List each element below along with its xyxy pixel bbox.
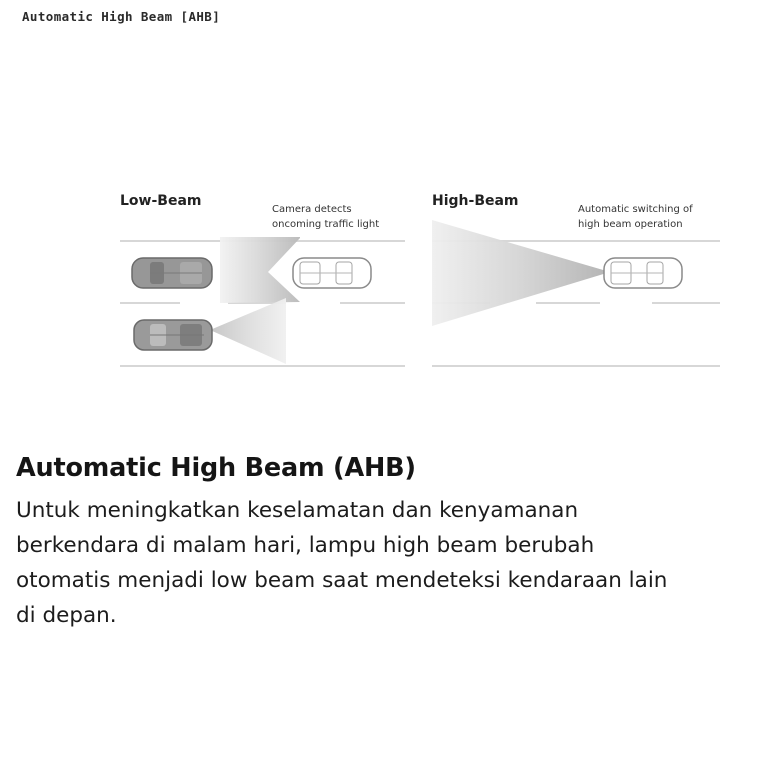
low-beam-light — [210, 298, 286, 364]
high-beam-light — [432, 220, 610, 326]
low-beam-caption — [272, 202, 379, 232]
ahb-diagram — [0, 180, 768, 380]
high-beam-caption-line: high beam operation — [578, 219, 683, 230]
own-car-upper — [132, 258, 212, 288]
article-heading: Automatic High Beam (AHB) — [16, 453, 416, 483]
oncoming-car-high — [604, 258, 682, 288]
paragraph-line: berkendara di malam hari, lampu high beam berubah — [16, 533, 595, 558]
high-beam-title: High-Beam — [432, 193, 519, 209]
article-paragraph — [16, 493, 761, 633]
header-title: Automatic High Beam [AHB] — [22, 9, 221, 24]
high-beam-caption-line: Automatic switching of — [578, 204, 693, 215]
low-beam-caption-line: oncoming traffic light — [272, 219, 380, 230]
high-beam-caption — [578, 202, 693, 232]
low-beam-title: Low-Beam — [120, 193, 202, 209]
oncoming-car-low — [293, 258, 371, 288]
low-beam-caption-line: Camera detects — [272, 204, 352, 215]
paragraph-line: di depan. — [16, 603, 117, 628]
own-car-lower — [134, 320, 212, 350]
paragraph-line: otomatis menjadi low beam saat mendeteksi kendaraan lain — [16, 568, 668, 593]
paragraph-line: Untuk meningkatkan keselamatan dan kenyamanan — [16, 498, 579, 523]
oncoming-light-beam — [220, 237, 300, 303]
